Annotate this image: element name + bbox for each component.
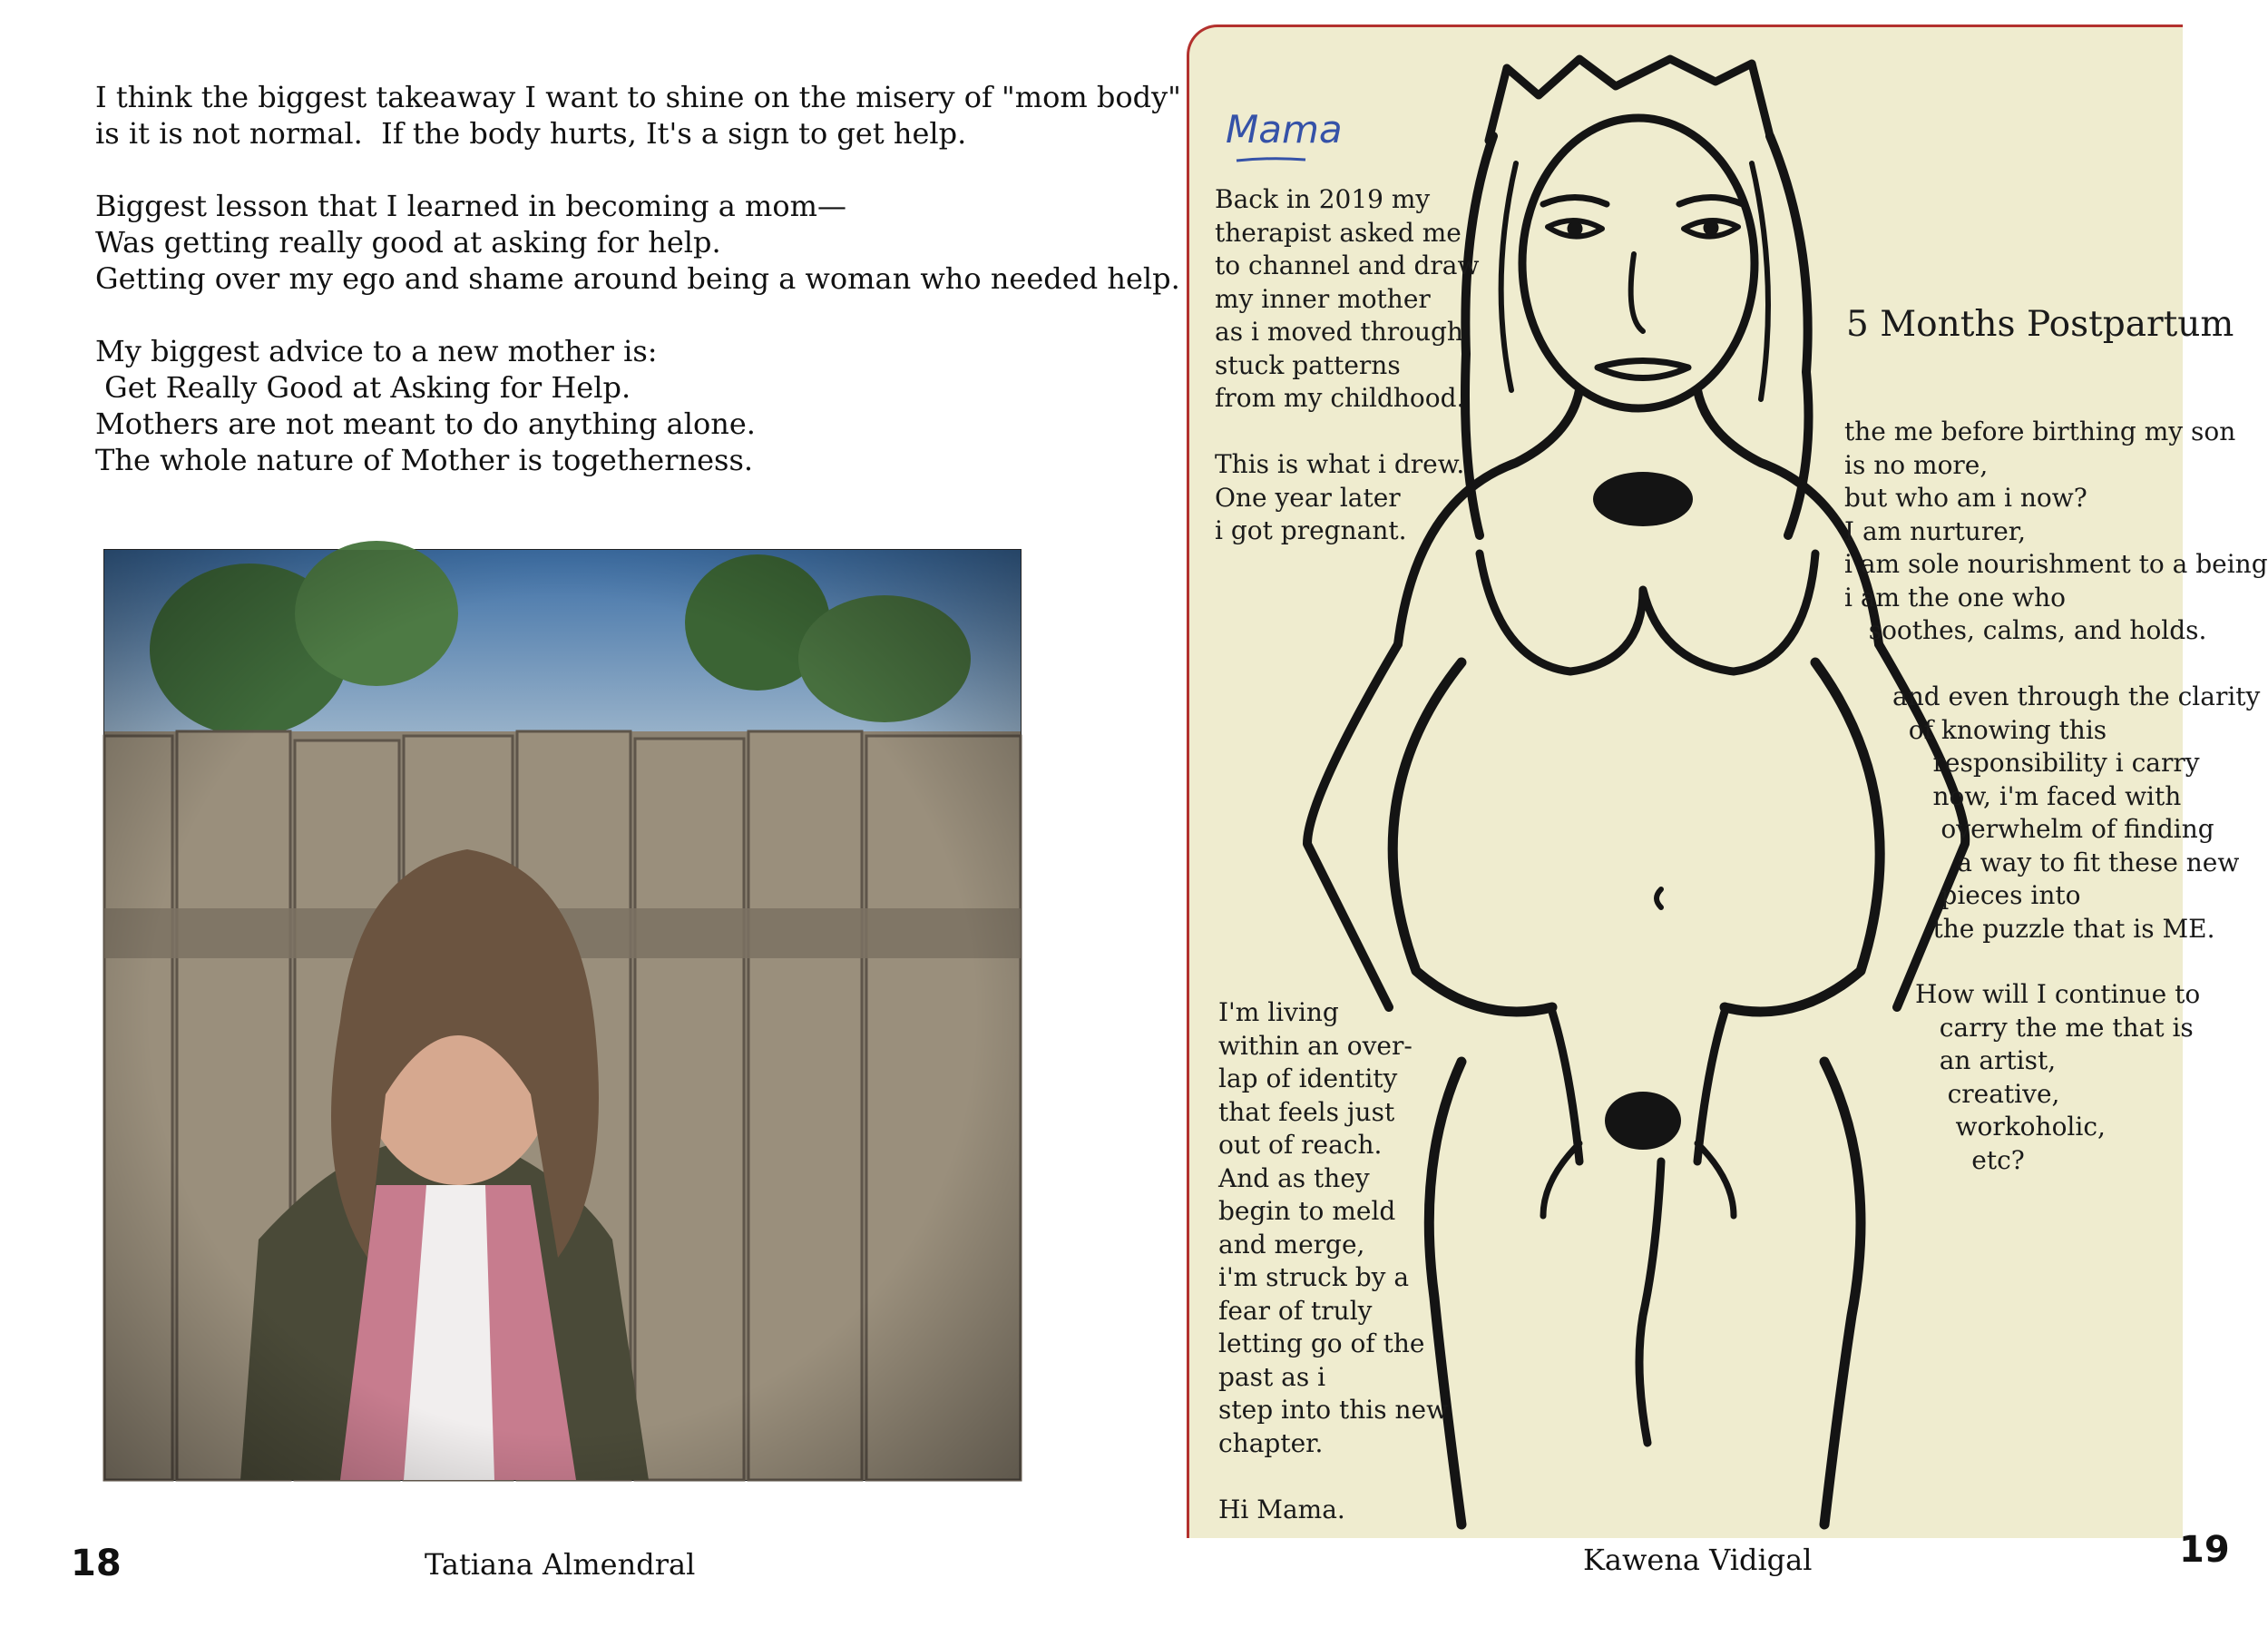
text-line: an artist, [1915,1045,2057,1075]
text-line: stuck patterns [1215,349,1401,380]
text-line: past as i [1218,1361,1326,1392]
text-line: One year later [1215,482,1401,513]
text-line: and even through the clarity [1892,681,2261,711]
page-number-left: 18 [71,1543,122,1584]
author-credit-left: Tatiana Almendral [425,1547,696,1582]
text-line: the puzzle that is ME. [1892,913,2215,944]
text-line: i got pregnant. [1215,515,1407,545]
page-number-right: 19 [2179,1529,2230,1571]
text-line: but who am i now? [1844,483,2087,513]
essay-line: Biggest lesson that I learned in becoming a mom— [95,189,846,223]
text-line [1218,1460,1448,1494]
text-line: And as they [1218,1162,1370,1193]
text-line: a way to fit these new [1892,847,2240,877]
text-line: now, i'm faced with [1892,780,2182,811]
essay-line: Get Really Good at Asking for Help. [95,370,631,405]
text-line: as i moved through [1215,317,1463,347]
essay-line: The whole nature of Mother is togetherness. [95,443,754,477]
left-column-text [1218,996,1448,1526]
text-line: i am the one who [1844,582,2066,613]
text-line: lap of identity [1218,1063,1398,1093]
poem-stanza-2 [1892,681,2260,946]
author-credit-right: Kawena Vidigal [1583,1543,1813,1577]
text-line: of knowing this [1892,714,2107,745]
text-line: from my childhood. [1215,383,1465,413]
text-line: step into this new [1218,1395,1449,1425]
poem-title: 5 Months Postpartum [1846,304,2234,345]
essay-line: I think the biggest takeaway I want to shine on the misery of "mom body" [95,80,1181,114]
text-line: creative, [1915,1078,2060,1109]
essay-line: Mothers are not meant to do anything alone. [95,407,756,441]
text-line: soothes, calms, and holds. [1844,615,2207,645]
text-line: therapist asked me [1215,217,1461,248]
text-line [1215,416,1479,449]
mama-underline [1235,156,1307,163]
text-line: carry the me that is [1915,1012,2194,1043]
text-line: is no more, [1844,449,1989,480]
text-line: workoholic, [1915,1112,2106,1142]
text-line: out of reach. [1218,1130,1383,1160]
text-line: that feels just [1218,1096,1395,1127]
text-line: fear of truly [1218,1295,1373,1326]
text-line: letting go of the [1218,1328,1425,1358]
text-line: the me before birthing my son [1844,417,2236,446]
mama-handwritten-label: Mama [1226,107,1343,152]
text-line: within an over- [1218,1030,1413,1061]
poem-stanza-1 [1844,416,2268,648]
text-line: i'm struck by a [1218,1262,1410,1292]
text-line: to channel and draw [1215,250,1480,280]
sketchbook-page [1187,25,2268,1538]
essay-text [95,79,1181,478]
essay-line: is it is not normal. If the body hurts, It's a sign to get help. [95,116,967,151]
essay-line: Was getting really good at asking for help. [95,225,721,260]
text-line: and merge, [1218,1229,1365,1259]
text-line: begin to meld [1218,1196,1396,1226]
text-line: etc? [1915,1144,2025,1175]
text-line: responsibility i carry [1892,748,2200,778]
text-line: pieces into [1892,880,2081,910]
text-line: I am nurturer, [1844,515,2027,546]
text-line: Back in 2019 my [1215,184,1431,214]
portrait-photo [103,549,1022,1481]
poem-stanza-3 [1915,978,2200,1177]
text-line: chapter. [1218,1427,1324,1458]
text-line: I'm living [1218,997,1339,1027]
intro-text [1215,183,1479,548]
text-line: How will I continue to [1915,979,2201,1009]
text-line: Hi Mama. [1218,1494,1345,1524]
essay-line: Getting over my ego and shame around being a woman who needed help. [95,261,1180,296]
text-line: This is what i drew. [1215,449,1465,479]
text-line: my inner mother [1215,283,1431,314]
essay-line: My biggest advice to a new mother is: [95,334,658,368]
text-line: overwhelm of finding [1892,814,2214,844]
text-line: i am sole nourishment to a being [1844,549,2268,579]
